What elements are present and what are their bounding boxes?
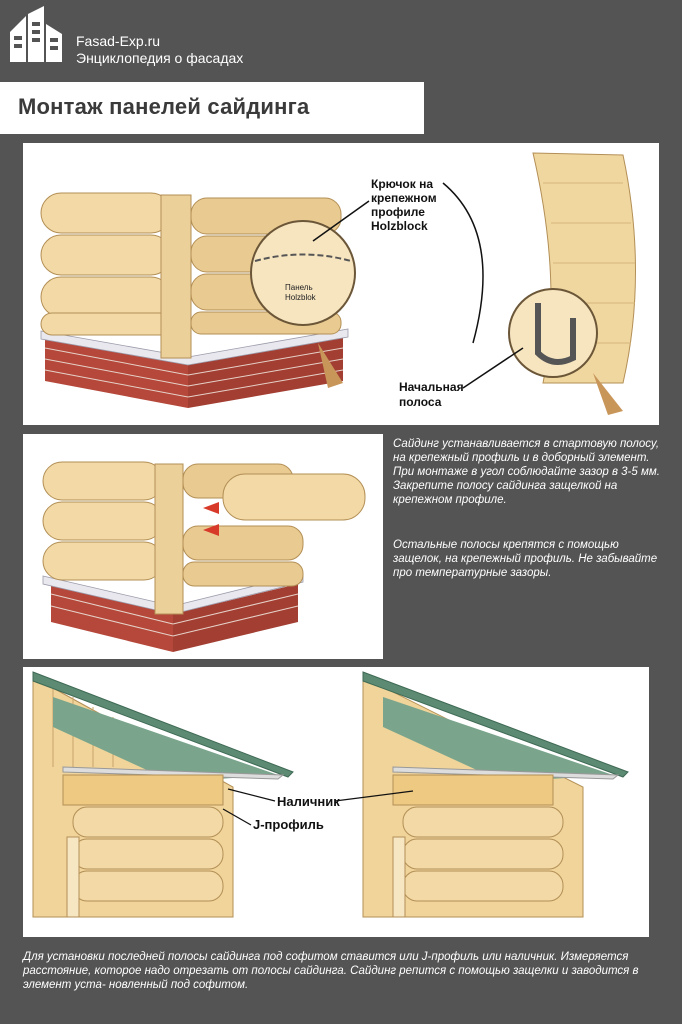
hook-label-3: профиле (371, 205, 425, 219)
soffit-diagram (23, 667, 649, 937)
instruction-paragraph-3: Для установки последней полосы сайдинга под софитом ставится или J-профиль или наличник. Измеряется расстояние, которое надо отрезать от полосы сайдинга. Сайдинг репится с помощью защелки и заводится в элемент уста- новленный под софитом. (23, 951, 639, 991)
site-name[interactable]: Fasad-Exp.ru (76, 33, 161, 49)
site-subtitle: Энциклопедия о фасадах (76, 50, 244, 66)
figure-panel-snap (23, 434, 383, 659)
jprofile-label: J-профиль (253, 817, 324, 832)
instruction-paragraph-1: Сайдинг устанавливается в стартовую полосу, на крепежный профиль и в доборный элемент. При монтаже в угол соблюдайте зазор в 3-5 мм. Закрепите полосу сайдинга защелкой на крепежном профиле. (393, 438, 660, 506)
hook-label-1: Крючок на (371, 177, 434, 191)
title-bar (0, 82, 424, 134)
page-title: Монтаж панелей сайдинга (18, 94, 310, 119)
snap-diagram (23, 434, 383, 659)
hook-label-4: Holzblock (371, 219, 428, 233)
figure-soffit-finish (23, 667, 649, 937)
holzblock-diagram (23, 143, 659, 425)
panel-label-1: Панель (285, 283, 313, 292)
logo-icon (6, 6, 66, 66)
panel-label-2: Holzblok (285, 293, 316, 302)
figure-holzblock-installation (23, 143, 659, 425)
instruction-paragraph-2: Остальные полосы крепятся с помощью защелок, на крепежный профиль. Не забывайте про температурные зазоры. (393, 539, 658, 579)
trim-label: Наличник (277, 794, 340, 809)
start-label-2: полоса (399, 395, 442, 409)
start-label-1: Начальная (399, 380, 464, 394)
hook-label-2: крепежном (371, 191, 437, 205)
